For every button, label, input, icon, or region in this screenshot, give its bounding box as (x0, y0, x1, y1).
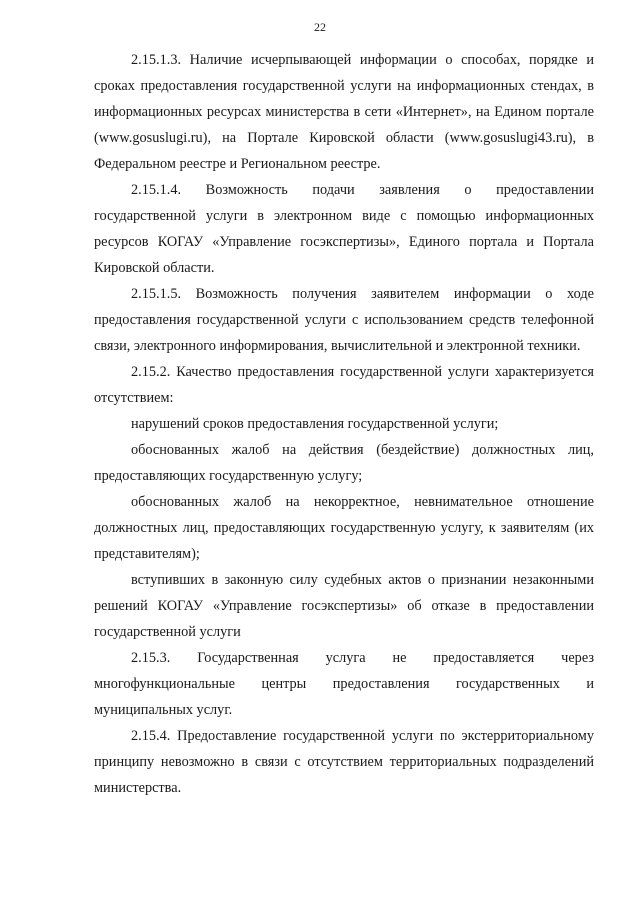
paragraph-2-15-1-4: 2.15.1.4. Возможность подачи заявления о предоставлении государственной услуги в электронном виде с помощью информационных ресурсов КОГАУ «Управление госэкспертизы», Единого портала и Портала Кировской области. (94, 182, 594, 276)
paragraph-2-15-1-5: 2.15.1.5. Возможность получения заявителем информации о ходе предоставления государственной услуги с использованием средств телефонной связи, электронного информирования, вычислительной и электронной техники. (94, 286, 594, 354)
list-item: нарушений сроков предоставления государственной услуги; (131, 416, 499, 432)
paragraph-2-15-4: 2.15.4. Предоставление государственной услуги по экстерриториальному принципу невозможно в связи с отсутствием территориальных подразделений министерства. (94, 728, 594, 796)
document-body (94, 47, 594, 801)
list-item: обоснованных жалоб на некорректное, невнимательное отношение должностных лиц, предоставляющих государственную услугу, к заявителям (их представителям); (94, 494, 594, 562)
list-item: вступивших в законную силу судебных актов о признании незаконными решений КОГАУ «Управление госэкспертизы» об отказе в предоставлении государственной услуги (94, 572, 594, 640)
paragraph-2-15-1-3: 2.15.1.3. Наличие исчерпывающей информации о способах, порядке и сроках предоставления государственной услуги на информационных стендах, в информационных ресурсах министерства в сети «Интернет», на Едином портале (www.gosuslugi.ru), на Портале Кировской области (www.gosuslugi43.ru), в Федеральном реестре и Региональном реестре. (94, 52, 594, 172)
list-item: обоснованных жалоб на действия (бездействие) должностных лиц, предоставляющих государственную услугу; (94, 442, 594, 484)
page-number: 22 (314, 20, 326, 34)
paragraph-2-15-3: 2.15.3. Государственная услуга не предоставляется через многофункциональные центры предоставления государственных и муниципальных услуг. (94, 650, 594, 718)
paragraph-2-15-2: 2.15.2. Качество предоставления государственной услуги характеризуется отсутствием: (94, 364, 594, 406)
